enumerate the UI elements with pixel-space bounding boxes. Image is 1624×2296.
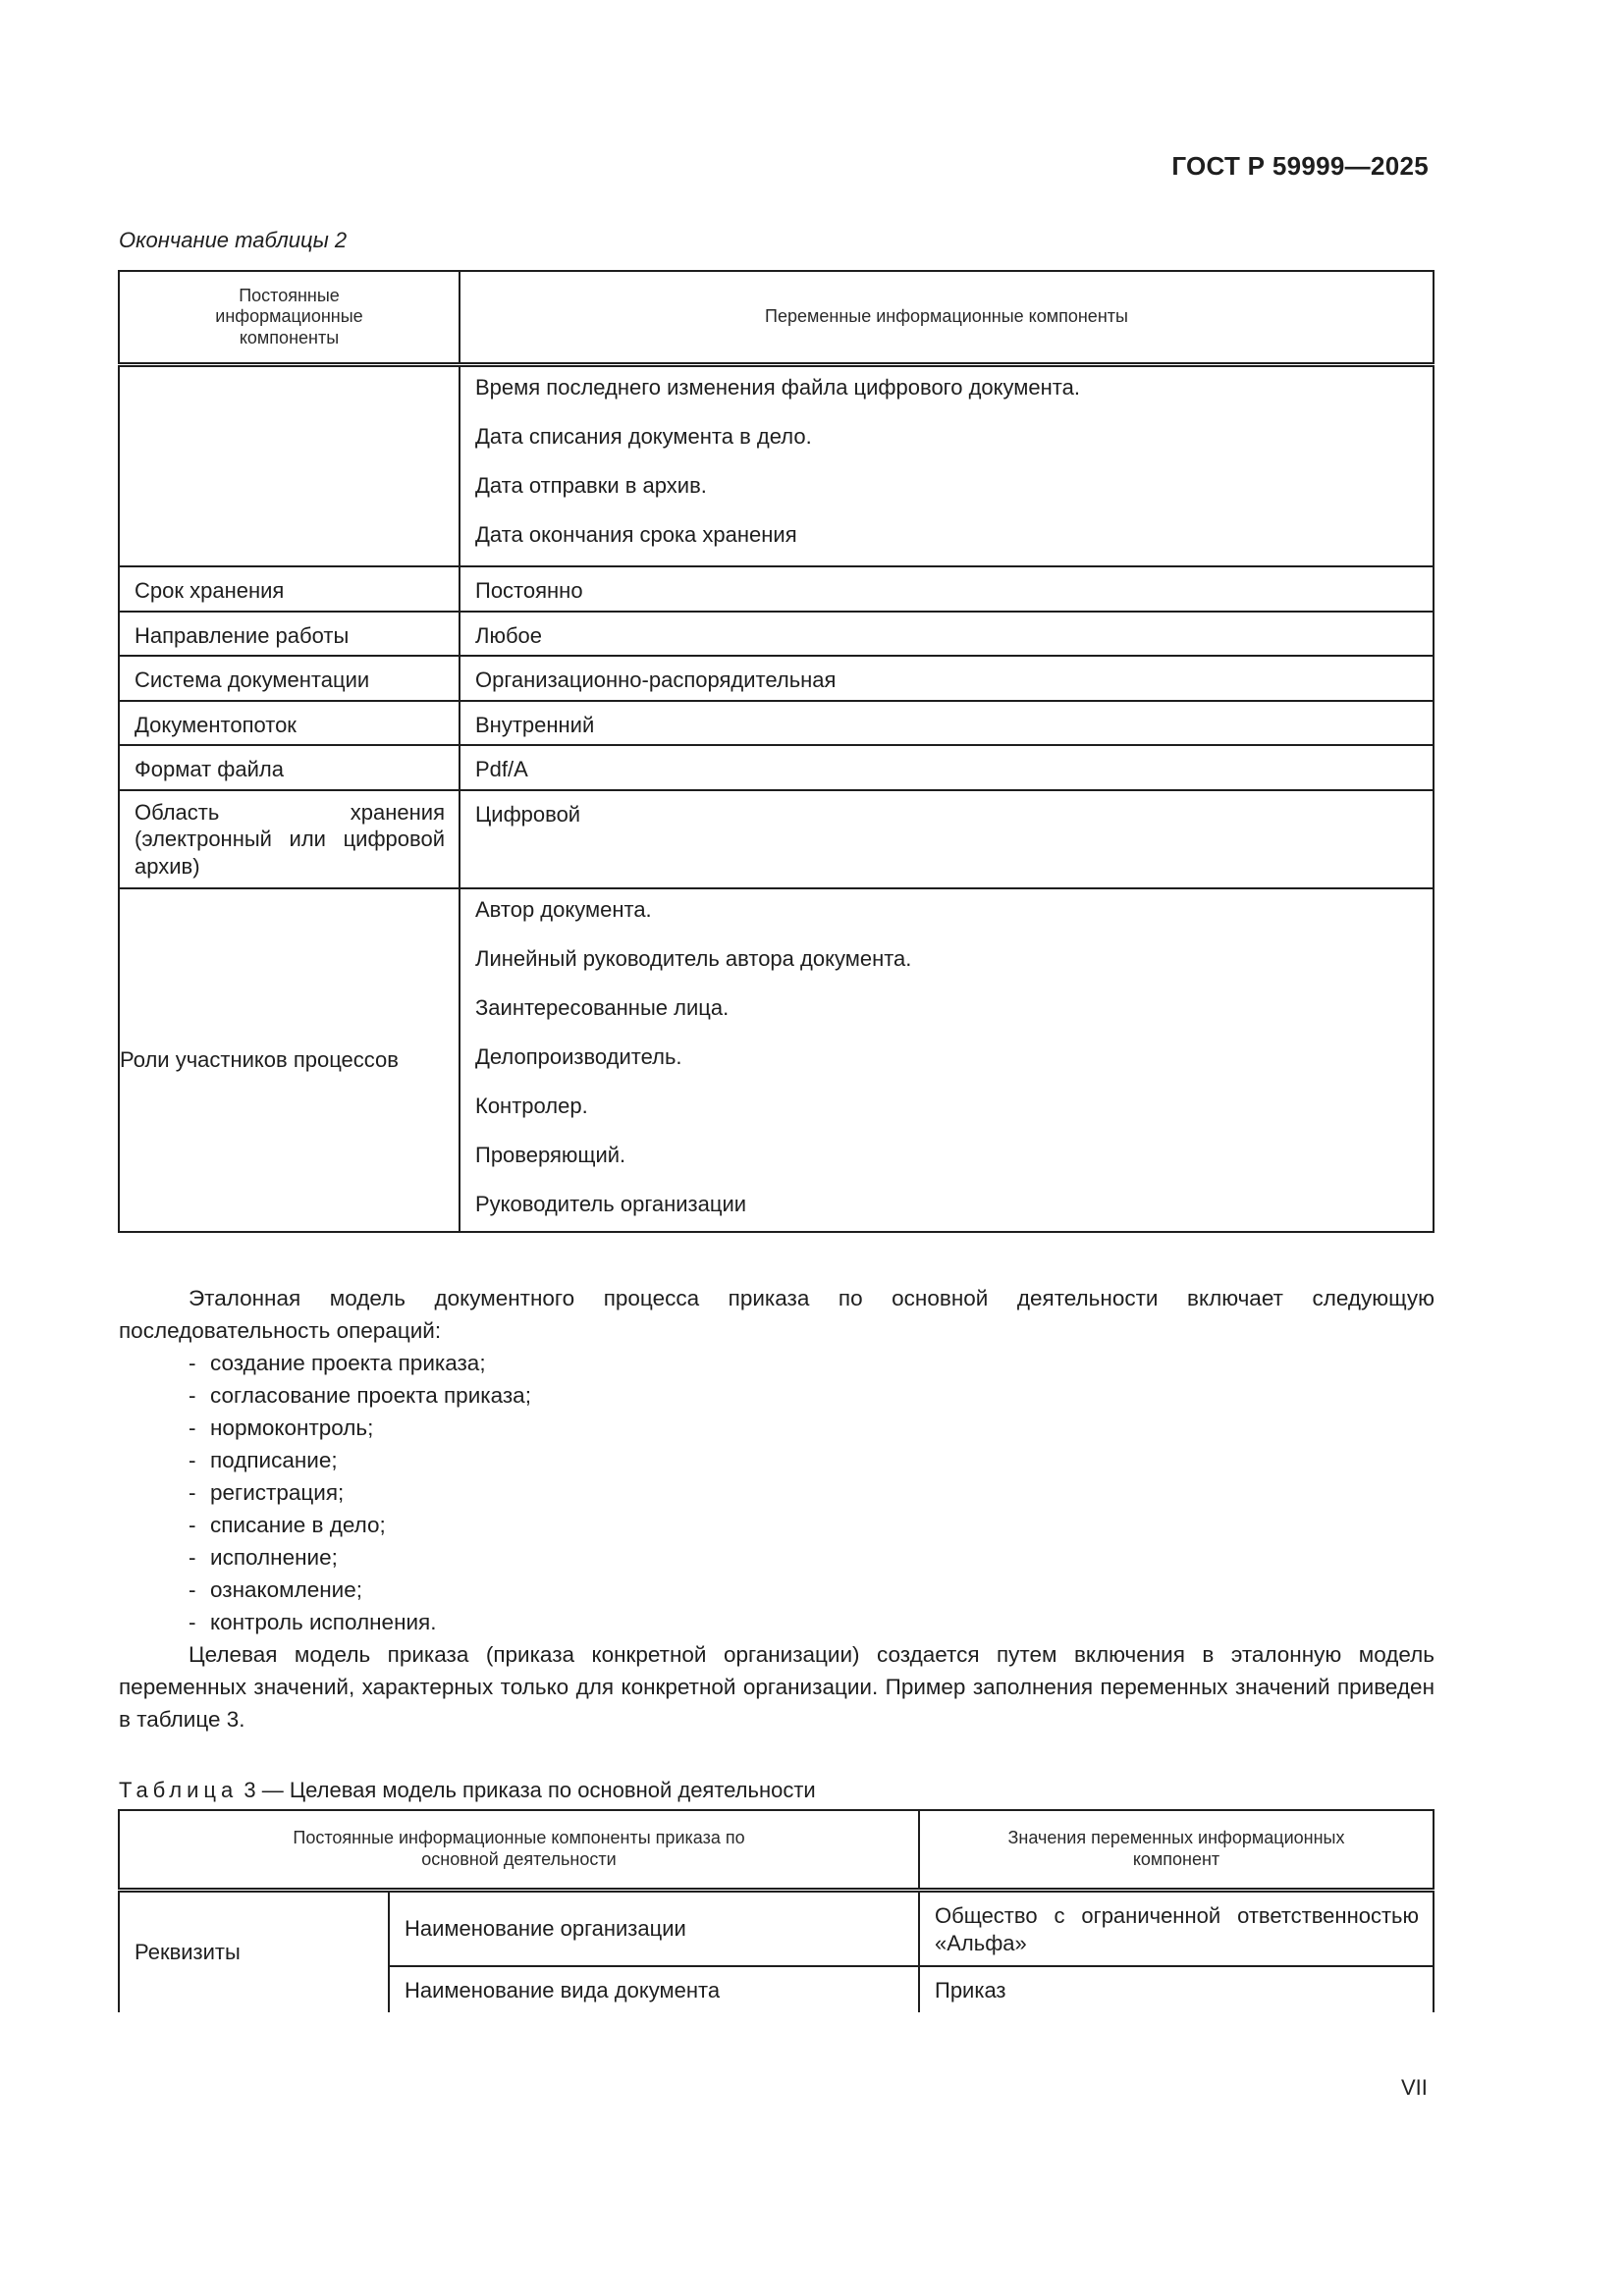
table-row <box>119 790 1434 889</box>
table3-caption-title: 3 — Целевая модель приказа по основной деятельности <box>244 1778 816 1802</box>
conclusion-paragraph: Целевая модель приказа (приказа конкретной организации) создается путем включения в эталонную модель переменных значений, характерных только для конкретной организации. Пример заполнения переменных значений приведен в таблице 3. <box>119 1642 1435 1732</box>
cell-text: Внутренний <box>475 712 595 737</box>
table3-caption <box>119 1778 816 1803</box>
cell-text: Формат файла <box>135 757 284 781</box>
list-marker: - <box>189 1383 196 1408</box>
cell-text: Приказ <box>935 1978 1006 2002</box>
cell-text: Цифровой <box>475 801 581 827</box>
roles-list <box>460 889 1433 1231</box>
table-row <box>119 656 1434 701</box>
role-item: Контролер. <box>475 1094 588 1118</box>
body-text <box>119 1282 1435 1735</box>
table2-caption: Окончание таблицы 2 <box>119 228 348 252</box>
table2-cell-constant <box>119 612 460 657</box>
cell-text: Срок хранения <box>135 578 285 603</box>
table3-cell-value <box>919 1891 1434 1967</box>
table2-cell-constant <box>119 656 460 701</box>
variable-item: Время последнего изменения файла цифрового документа. <box>475 375 1080 400</box>
cell-text: Общество с ограниченной ответственностью «Альфа» <box>935 1903 1419 1955</box>
list-item-text: создание проекта приказа; <box>210 1351 486 1375</box>
table-row <box>119 745 1434 790</box>
cell-text: Документопоток <box>135 712 297 737</box>
operations-list <box>119 1347 1435 1638</box>
header-text: Постоянные информационные компоненты <box>215 285 363 347</box>
list-marker: - <box>189 1610 196 1634</box>
table-row <box>119 888 1434 1232</box>
list-item <box>189 1379 1435 1412</box>
table-row <box>119 365 1434 567</box>
cell-text: Постоянно <box>475 578 583 603</box>
table-row <box>119 566 1434 612</box>
table3-header-constant: Постоянные информационные компоненты приказа по основной деятельности <box>119 1810 919 1891</box>
variable-item: Дата списания документа в дело. <box>475 424 812 449</box>
role-item: Заинтересованные лица. <box>475 995 730 1020</box>
cell-text: Наименование организации <box>405 1916 686 1942</box>
list-item-text: регистрация; <box>210 1480 345 1505</box>
table2 <box>118 270 1435 1233</box>
role-item: Линейный руководитель автора документа. <box>475 946 912 971</box>
list-item <box>189 1444 1435 1476</box>
list-item <box>189 1541 1435 1574</box>
list-item-text: ознакомление; <box>210 1577 362 1602</box>
list-marker: - <box>189 1545 196 1570</box>
table3 <box>118 1809 1435 2012</box>
list-marker: - <box>189 1351 196 1375</box>
list-marker: - <box>189 1448 196 1472</box>
table2-cell-variable <box>460 612 1434 657</box>
table3-cell-component <box>389 1891 919 1967</box>
table2-cell-variable <box>460 888 1434 1232</box>
list-item <box>189 1347 1435 1379</box>
table2-cell-constant <box>119 365 460 567</box>
table2-cell-variable <box>460 701 1434 746</box>
cell-text: Область хранения (электронный или цифровой архив) <box>135 799 445 879</box>
table3-header-values: Значения переменных информационных компонент <box>919 1810 1434 1891</box>
role-item: Автор документа. <box>475 897 652 922</box>
table2-header-variable: Переменные информационные компоненты <box>460 271 1434 365</box>
table2-cell-constant <box>119 566 460 612</box>
table2-cell-constant <box>119 745 460 790</box>
table3-cell-value <box>919 1966 1434 2012</box>
list-item-text: исполнение; <box>210 1545 338 1570</box>
table2-cell-variable <box>460 656 1434 701</box>
table2-cell-variable <box>460 365 1434 567</box>
variable-list <box>460 367 1433 565</box>
table2-cell-variable <box>460 566 1434 612</box>
role-item: Делопроизводитель. <box>475 1044 682 1069</box>
list-marker: - <box>189 1480 196 1505</box>
intro-paragraph: Эталонная модель документного процесса приказа по основной деятельности включает следующую последовательность операций: <box>119 1286 1435 1343</box>
table2-cell-variable <box>460 745 1434 790</box>
table-row <box>119 612 1434 657</box>
table3-cell-component <box>389 1966 919 2012</box>
cell-text: Pdf/A <box>475 757 528 781</box>
table3-caption-word: Таблица <box>119 1778 239 1802</box>
cell-text: Система документации <box>135 667 370 692</box>
list-marker: - <box>189 1415 196 1440</box>
variable-item: Дата отправки в архив. <box>475 473 707 498</box>
list-item <box>189 1476 1435 1509</box>
table2-cell-constant <box>119 790 460 889</box>
table2-cell-variable <box>460 790 1434 889</box>
table3-header-row <box>119 1810 1434 1891</box>
list-item <box>189 1606 1435 1638</box>
list-marker: - <box>189 1577 196 1602</box>
table3-group-label: Реквизиты <box>119 1891 389 2012</box>
variable-item: Дата окончания срока хранения <box>475 522 797 547</box>
list-item-text: подписание; <box>210 1448 338 1472</box>
list-marker: - <box>189 1513 196 1537</box>
table2-cell-constant <box>119 701 460 746</box>
role-item: Проверяющий. <box>475 1143 626 1167</box>
document-code-header: ГОСТ Р 59999—2025 <box>1171 151 1429 181</box>
table2-header-constant <box>119 271 460 365</box>
table2-header-row <box>119 271 1434 365</box>
table-row <box>119 701 1434 746</box>
list-item <box>189 1412 1435 1444</box>
role-item: Руководитель организации <box>475 1192 747 1216</box>
list-item-text: нормоконтроль; <box>210 1415 374 1440</box>
list-item-text: контроль исполнения. <box>210 1610 437 1634</box>
list-item-text: списание в дело; <box>210 1513 386 1537</box>
list-item <box>189 1509 1435 1541</box>
cell-text: Организационно-распорядительная <box>475 667 837 692</box>
cell-text: Наименование вида документа <box>405 1978 721 2002</box>
cell-text: Направление работы <box>135 622 350 648</box>
list-item-text: согласование проекта приказа; <box>210 1383 531 1408</box>
cell-text: Любое <box>475 622 543 648</box>
list-item <box>189 1574 1435 1606</box>
page-number: VII <box>1401 2075 1428 2100</box>
table2-cell-constant: Роли участников процессов <box>119 888 460 1232</box>
table-row <box>119 1891 1434 1967</box>
